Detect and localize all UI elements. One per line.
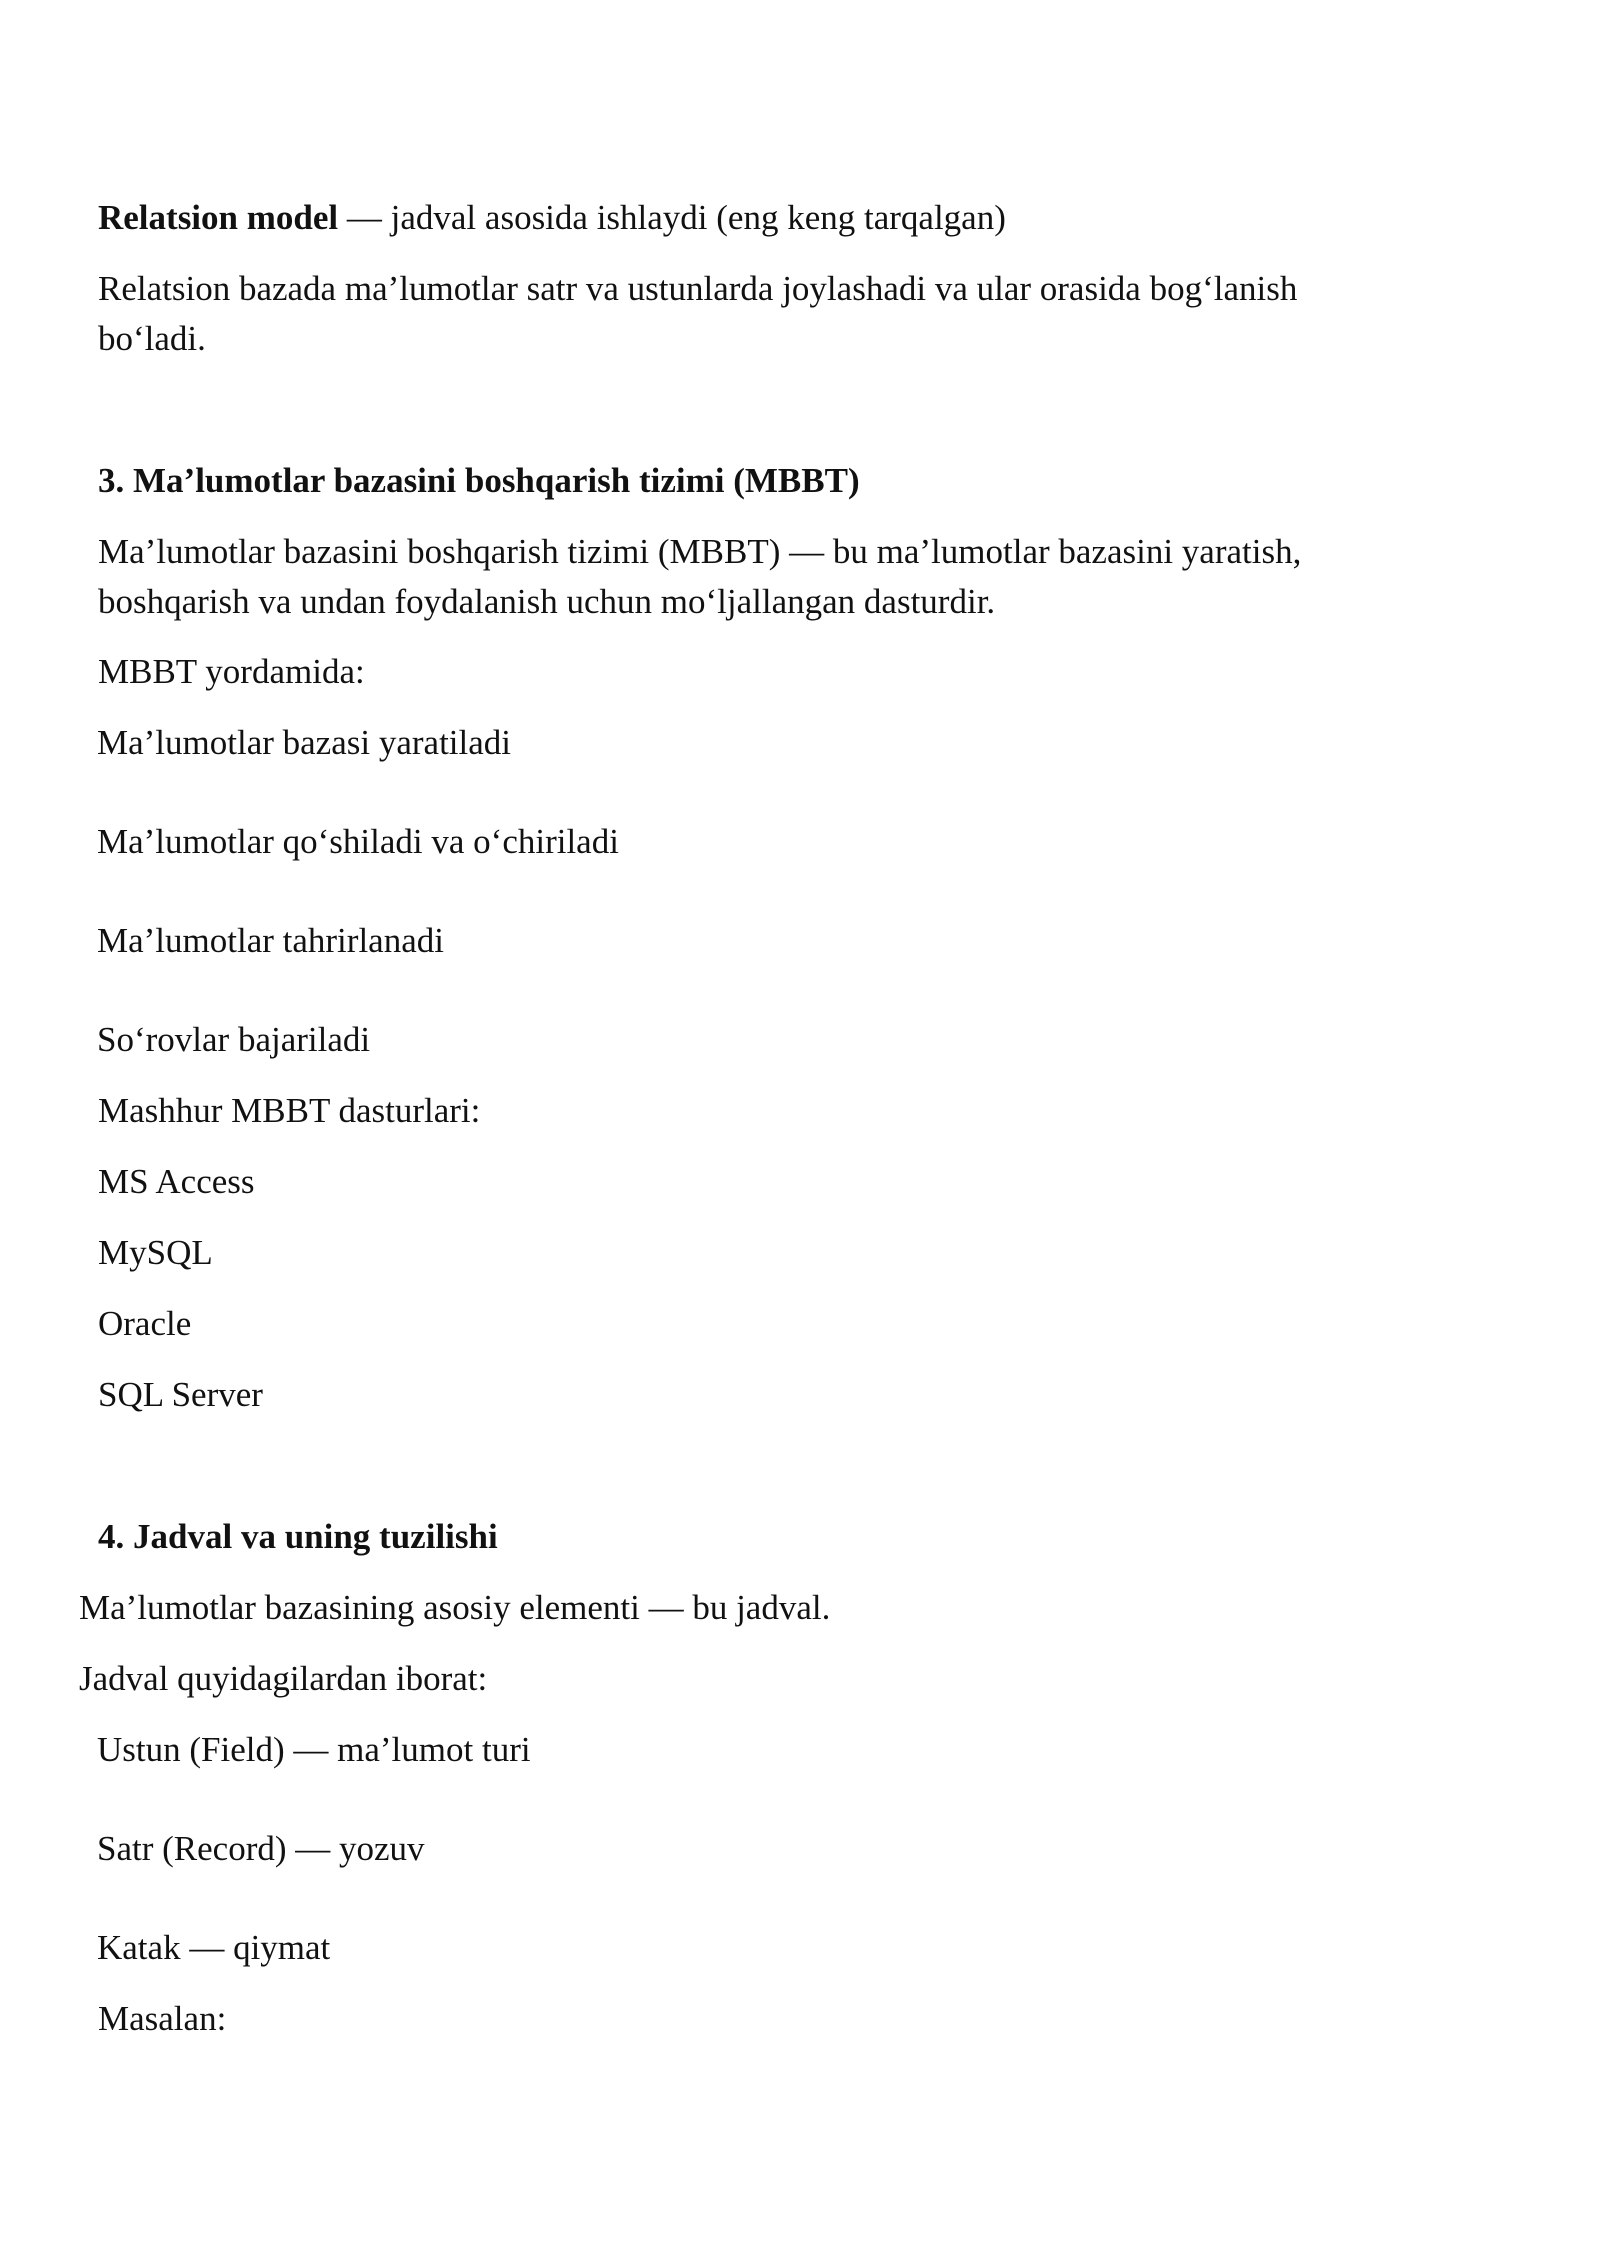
relational-model-desc: — jadval asosida ishlaydi (eng keng tarqalgan): [338, 198, 1006, 237]
section-4-heading: 4. Jadval va uning tuzilishi: [98, 1517, 498, 1556]
mbbt-programs-intro: Mashhur MBBT dasturlari:: [98, 1091, 481, 1130]
example-label: Masalan:: [98, 1999, 227, 2038]
table-structure-item: Satr (Record) — yozuv: [97, 1829, 425, 1868]
table-intro-line2: Jadval quyidagilardan iborat:: [79, 1659, 488, 1698]
mbbt-program: MS Access: [98, 1162, 255, 1201]
section-3-heading: 3. Ma’lumotlar bazasini boshqarish tizimi (MBBT): [98, 461, 860, 500]
table-structure-item: Katak — qiymat: [97, 1928, 331, 1967]
mbbt-intro: MBBT yordamida:: [98, 652, 365, 691]
mbbt-item: Ma’lumotlar bazasi yaratiladi: [97, 723, 512, 762]
mbbt-paragraph-line2: boshqarish va undan foydalanish uchun mo‘ljallangan dasturdir.: [98, 582, 996, 621]
relational-paragraph-line1: Relatsion bazada ma’lumotlar satr va ustunlarda joylashadi va ular orasida bog‘lanish: [98, 269, 1298, 308]
relational-model-line: [98, 193, 1006, 243]
mbbt-paragraph-line1: Ma’lumotlar bazasini boshqarish tizimi (MBBT) — bu ma’lumotlar bazasini yaratish,: [98, 532, 1302, 571]
mbbt-program: MySQL: [98, 1233, 213, 1272]
mbbt-program: SQL Server: [98, 1375, 263, 1414]
mbbt-item: So‘rovlar bajariladi: [97, 1020, 371, 1059]
mbbt-program: Oracle: [98, 1304, 192, 1343]
table-intro-line1: Ma’lumotlar bazasining asosiy elementi — bu jadval.: [79, 1588, 831, 1627]
table-structure-item: Ustun (Field) — ma’lumot turi: [97, 1730, 531, 1769]
mbbt-item: Ma’lumotlar qo‘shiladi va o‘chiriladi: [97, 822, 619, 861]
relational-model-term: Relatsion model: [98, 198, 339, 237]
relational-paragraph-line2: bo‘ladi.: [98, 319, 206, 358]
mbbt-item: Ma’lumotlar tahrirlanadi: [97, 921, 444, 960]
